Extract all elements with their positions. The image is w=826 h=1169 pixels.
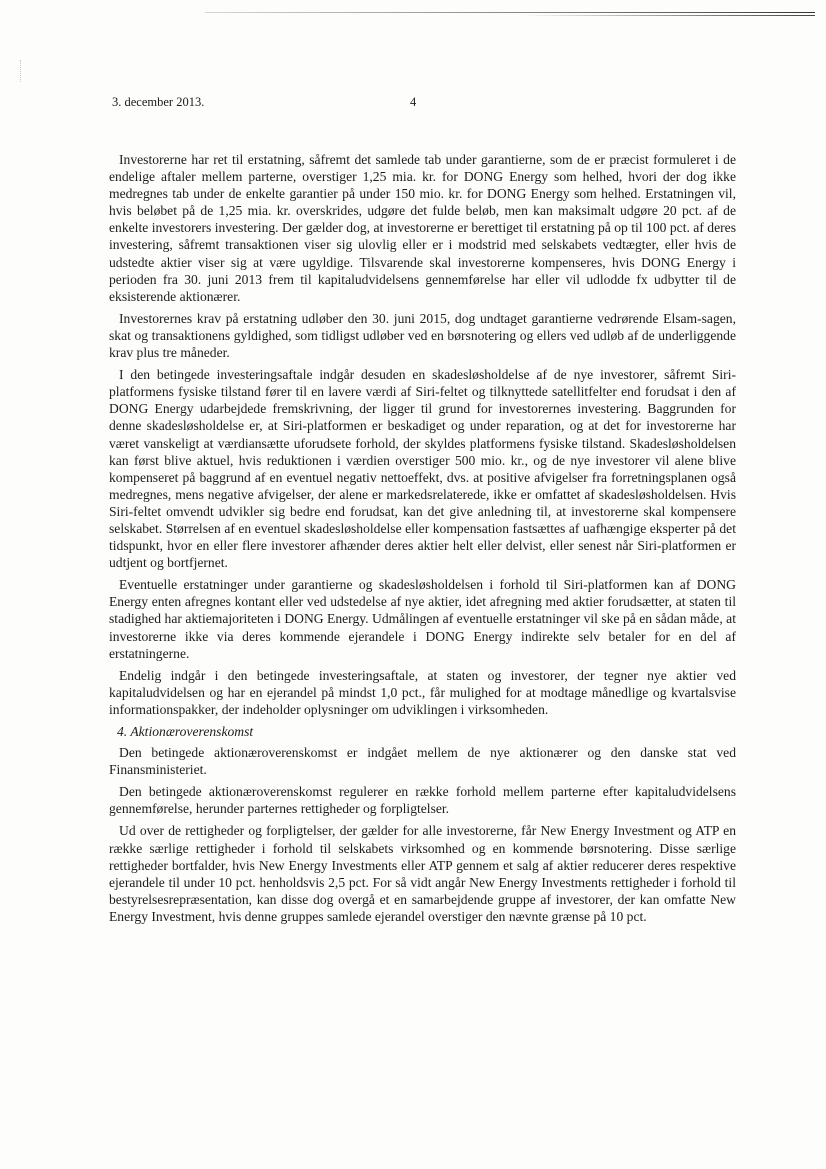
paragraph-compensation: Investorerne har ret til erstatning, såfremt det samlede tab under garantierne, som de er præcist formuleret i de endelige aftaler mellem parterne, overstiger 1,25 mia. kr. for DONG Energy som helhed, hvori der dog ikke medregnes tab under de enkelte garantier på under 150 mio. kr. for DONG Energy som helhed. Erstatningen vil, hvis beløbet på de 1,25 mia. kr. overskrides, udgøre det fulde beløb, men kan maksimalt udgøre 20 pct. af de enkelte investorers investering. Der gælder dog, at investorerne er berettiget til erstatning på op til 100 pct. af deres investering, såfremt transaktionen viser sig ulovlig eller er i modstrid med selskabets vedtægter, eller hvis de udstedte aktier viser sig at være ugyldige. Tilsvarende skal investorerne kompenseres, hvis DONG Energy i perioden fra 30. juni 2013 frem til kapitaludvidelsens gennemførelse har eller vil udlodde fx udbytter til de eksisterende aktionærer. — [109, 152, 736, 304]
paragraph-special-rights: Ud over de rettigheder og forpligtelser, der gælder for alle investorerne, får New Energy Investment og ATP en række særlige rettigheder i forhold til selskabets virksomhed og en kommende børsnotering. Disse særlige rettigheder bortfalder, hvis New Energy Investments eller ATP gennem et salg af aktier reducerer deres respektive ejerandele til under 10 pct. henholdsvis 2,5 pct. For så vidt angår New Energy Investments rettigheder i forhold til bestyrelsesrepræsentation, kan disse dog overgå et en samarbejdende gruppe af investorer, der kan omfatte New Energy Investment, hvis denne gruppes samlede ejerandel overstiger den nævnte grænse på 10 pct. — [109, 823, 736, 924]
paragraph-settlement: Eventuelle erstatninger under garantierne og skadesløsholdelsen i forhold til Siri-platformen kan af DONG Energy enten afregnes kontant eller ved udstedelse af nye aktier, idet afregning med aktier forudsætter, at staten til stadighed har aktiemajoriteten i DONG Energy. Udmålingen af eventuelle erstatninger vil ske på en sådan måde, at investorerne ikke via deres kommende ejerandele i DONG Energy indirekte selv betaler for en del af erstatningerne. — [109, 577, 736, 661]
scan-artifact-line — [520, 15, 815, 16]
paragraph-information-packages: Endelig indgår i den betingede investeringsaftale, at staten og investorer, der tegner nye aktier ved kapitaludvidelsen og har en ejerandel på mindst 1,0 pct., får mulighed for at modtage månedlige og kvartalsvise informationspakker, der indeholder oplysninger om udviklingen i virksomheden. — [109, 667, 736, 717]
paragraph-claim-expiry: Investorernes krav på erstatning udløber den 30. juni 2015, dog undtaget garantierne vedrørende Elsam-sagen, skat og transaktionens gyldighed, som tidligst udløber ved en børsnotering og ellers ved udløb af de underliggende krav plus tre måneder. — [109, 310, 736, 361]
paragraph-agreement-scope: Den betingede aktionæroverenskomst regulerer en række forhold mellem parterne efter kapitaludvidelsens gennemførelse, herunder parternes rettigheder og forpligtelser. — [109, 784, 736, 817]
scan-margin-mark — [20, 60, 22, 82]
header-date: 3. december 2013. — [112, 95, 205, 109]
scan-artifact-line — [205, 12, 815, 13]
section-heading: 4. Aktionæroverenskomst — [117, 724, 254, 739]
document-body — [109, 151, 736, 930]
page-number: 4 — [410, 95, 417, 109]
page-header — [112, 95, 712, 113]
paragraph-agreement-parties: Den betingede aktionæroverenskomst er indgået mellem de nye aktionærer og den danske stat ved Finansministeriet. — [109, 745, 736, 778]
paragraph-siri-indemnity: I den betingede investeringsaftale indgår desuden en skadesløsholdelse af de nye investorer, såfremt Siri-platformens fysiske tilstand fører til en lavere værdi af Siri-feltet og tilknyttede satellitfelter end forudsat i den af DONG Energy udarbejdede fremskrivning, der ligger til grund for investorernes investering. Baggrunden for denne skadesløsholdelse er, at Siri-platformen er beskadiget og under reparation, og at det for investorerne har været vanskeligt at værdiansætte uforudsete forhold, der skyldes platformens fysiske tilstand. Skadesløsholdelsen kan først blive aktuel, hvis reduktionen i værdien overstiger 500 mio. kr., og de nye investorer vil alene blive kompenseret på baggrund af en eventuel negativ nettoeffekt, dvs. at positive afvigelser fra forretningsplanen også medregnes, mens negative afvigelser, der alene er markedsrelaterede, ikke er omfattet af skadesløsholdelsen. Hvis Siri-feltet omvendt udvikler sig bedre end forudsat, kan det give anledning til, at investorerne skal kompensere selskabet. Størrelsen af en eventuel skadesløsholdelse eller kompensation fastsættes af uafhængige eksperter på det tidspunkt, hvor en eller flere investorer afhænder deres aktier helt eller delvist, eller senest når Siri-platformen er udtjent og bortfjernet. — [109, 367, 736, 571]
